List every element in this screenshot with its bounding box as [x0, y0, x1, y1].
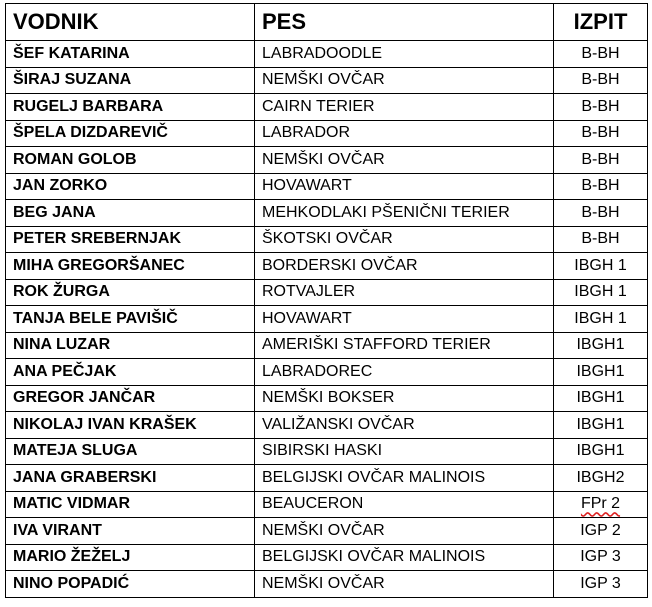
cell-izpit: IBGH2 — [554, 465, 648, 492]
cell-pes: VALIŽANSKI OVČAR — [255, 412, 554, 439]
cell-vodnik: NINO POPADIĆ — [6, 571, 255, 598]
table-row — [6, 279, 648, 306]
cell-vodnik: ŠPELA DIZDAREVIČ — [6, 120, 255, 147]
table-body — [6, 41, 648, 598]
cell-izpit: IBGH 1 — [554, 279, 648, 306]
cell-vodnik: MATEJA SLUGA — [6, 438, 255, 465]
table-row — [6, 94, 648, 121]
table-header — [6, 4, 648, 41]
table-row — [6, 412, 648, 439]
cell-izpit: IBGH 1 — [554, 253, 648, 280]
cell-pes: BORDERSKI OVČAR — [255, 253, 554, 280]
table-row — [6, 226, 648, 253]
cell-pes: CAIRN TERIER — [255, 94, 554, 121]
cell-vodnik: ŠIRAJ SUZANA — [6, 67, 255, 94]
table-row — [6, 253, 648, 280]
cell-pes: NEMŠKI OVČAR — [255, 67, 554, 94]
cell-izpit: IGP 3 — [554, 571, 648, 598]
cell-vodnik: NINA LUZAR — [6, 332, 255, 359]
table-row — [6, 438, 648, 465]
table-row — [6, 173, 648, 200]
cell-pes: ROTVAJLER — [255, 279, 554, 306]
cell-pes: MEHKODLAKI PŠENIČNI TERIER — [255, 200, 554, 227]
cell-izpit: IBGH 1 — [554, 306, 648, 333]
cell-vodnik: ANA PEČJAK — [6, 359, 255, 386]
table-row — [6, 67, 648, 94]
table-row — [6, 491, 648, 518]
cell-pes: ŠKOTSKI OVČAR — [255, 226, 554, 253]
cell-vodnik: PETER SREBERNJAK — [6, 226, 255, 253]
table-row — [6, 120, 648, 147]
cell-vodnik: ROMAN GOLOB — [6, 147, 255, 174]
table-row — [6, 571, 648, 598]
cell-izpit: B-BH — [554, 200, 648, 227]
cell-izpit: B-BH — [554, 41, 648, 68]
cell-izpit — [554, 491, 648, 518]
table-row — [6, 385, 648, 412]
cell-vodnik: TANJA BELE PAVIŠIČ — [6, 306, 255, 333]
cell-vodnik: ŠEF KATARINA — [6, 41, 255, 68]
cell-vodnik: JANA GRABERSKI — [6, 465, 255, 492]
header-pes: PES — [255, 4, 554, 41]
cell-izpit: IBGH1 — [554, 385, 648, 412]
exam-table — [5, 3, 648, 598]
cell-vodnik: ROK ŽURGA — [6, 279, 255, 306]
cell-izpit: IBGH1 — [554, 359, 648, 386]
cell-pes: HOVAWART — [255, 306, 554, 333]
cell-izpit: B-BH — [554, 67, 648, 94]
cell-vodnik: MIHA GREGORŠANEC — [6, 253, 255, 280]
cell-vodnik: RUGELJ BARBARA — [6, 94, 255, 121]
cell-izpit: IBGH1 — [554, 438, 648, 465]
cell-pes: AMERIŠKI STAFFORD TERIER — [255, 332, 554, 359]
spellcheck-flagged-text: FPr 2 — [580, 495, 621, 513]
cell-izpit: IGP 2 — [554, 518, 648, 545]
cell-izpit: IBGH1 — [554, 332, 648, 359]
cell-pes: NEMŠKI OVČAR — [255, 147, 554, 174]
cell-pes: NEMŠKI BOKSER — [255, 385, 554, 412]
cell-pes: BELGIJSKI OVČAR MALINOIS — [255, 465, 554, 492]
table-row — [6, 200, 648, 227]
table-row — [6, 306, 648, 333]
cell-izpit: IBGH1 — [554, 412, 648, 439]
table-row — [6, 147, 648, 174]
cell-izpit: B-BH — [554, 94, 648, 121]
cell-pes: SIBIRSKI HASKI — [255, 438, 554, 465]
cell-pes: BELGIJSKI OVČAR MALINOIS — [255, 544, 554, 571]
cell-pes: LABRADOR — [255, 120, 554, 147]
table-row — [6, 518, 648, 545]
cell-izpit: B-BH — [554, 226, 648, 253]
cell-izpit: IGP 3 — [554, 544, 648, 571]
cell-pes: LABRADOODLE — [255, 41, 554, 68]
cell-pes: HOVAWART — [255, 173, 554, 200]
table-row — [6, 465, 648, 492]
cell-vodnik: IVA VIRANT — [6, 518, 255, 545]
header-row — [6, 4, 648, 41]
cell-vodnik: GREGOR JANČAR — [6, 385, 255, 412]
cell-vodnik: MARIO ŽEŽELJ — [6, 544, 255, 571]
header-vodnik: VODNIK — [6, 4, 255, 41]
cell-pes: NEMŠKI OVČAR — [255, 518, 554, 545]
cell-izpit: B-BH — [554, 147, 648, 174]
cell-pes: BEAUCERON — [255, 491, 554, 518]
cell-vodnik: MATIC VIDMAR — [6, 491, 255, 518]
table-row — [6, 332, 648, 359]
table-row — [6, 41, 648, 68]
cell-vodnik: NIKOLAJ IVAN KRAŠEK — [6, 412, 255, 439]
table-row — [6, 359, 648, 386]
cell-vodnik: BEG JANA — [6, 200, 255, 227]
cell-pes: LABRADOREC — [255, 359, 554, 386]
cell-izpit: B-BH — [554, 173, 648, 200]
cell-pes: NEMŠKI OVČAR — [255, 571, 554, 598]
header-izpit: IZPIT — [554, 4, 648, 41]
cell-izpit: B-BH — [554, 120, 648, 147]
document-table-wrapper — [5, 3, 648, 598]
cell-vodnik: JAN ZORKO — [6, 173, 255, 200]
table-row — [6, 544, 648, 571]
